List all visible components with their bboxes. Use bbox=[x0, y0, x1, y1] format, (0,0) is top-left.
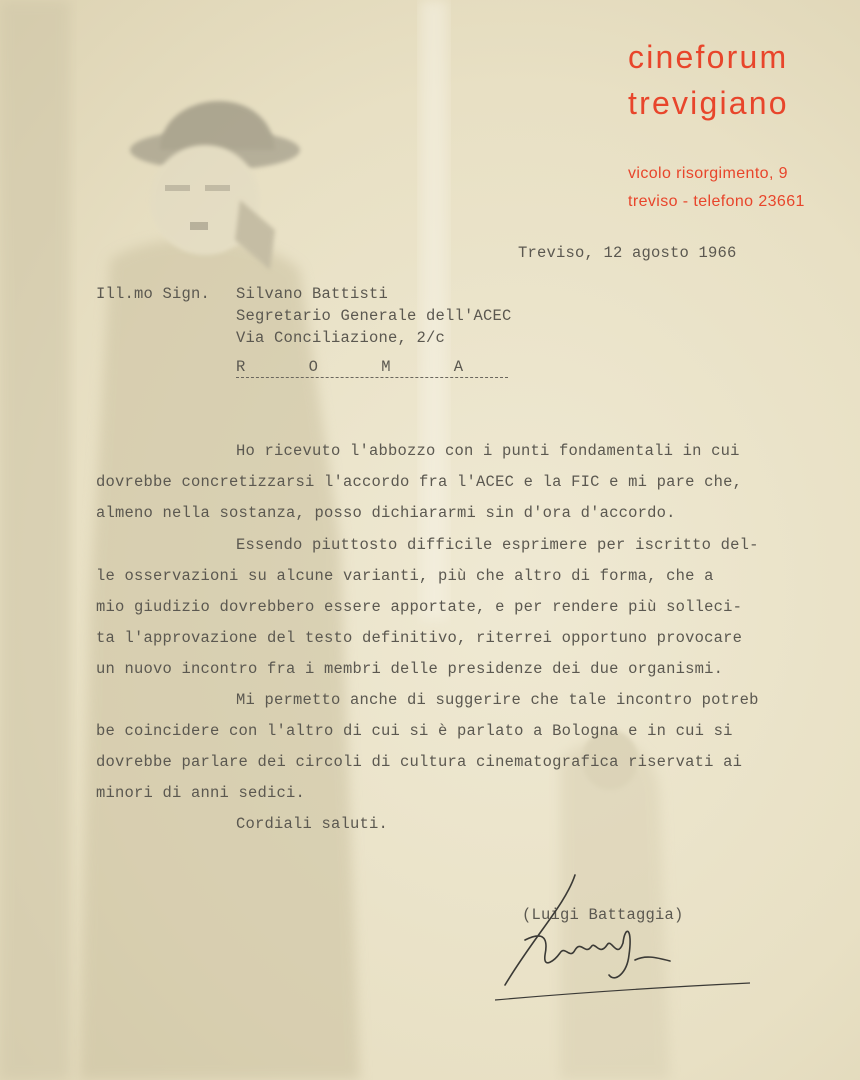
recipient-name: Silvano Battisti bbox=[236, 285, 389, 303]
closing: Cordiali saluti. bbox=[236, 815, 389, 833]
letterhead-name-line2: trevigiano bbox=[628, 85, 789, 121]
recipient-title: Segretario Generale dell'ACEC bbox=[236, 307, 512, 325]
body-line: be coincidere con l'altro di cui si è parlato a Bologna e in cui si bbox=[96, 722, 733, 740]
body-line: dovrebbe concretizzarsi l'accordo fra l'ACEC e la FIC e mi pare che, bbox=[96, 473, 743, 491]
letterhead-address: vicolo risorgimento, 9 bbox=[628, 165, 788, 182]
recipient-street: Via Conciliazione, 2/c bbox=[236, 329, 446, 347]
letterhead-phone: treviso - telefono 23661 bbox=[628, 193, 805, 210]
body-line: le osservazioni su alcune varianti, più che altro di forma, che a bbox=[96, 567, 714, 585]
body-line: minori di anni sedici. bbox=[96, 784, 306, 802]
recipient-salutation: Ill.mo Sign. bbox=[96, 285, 211, 303]
city-underline bbox=[236, 377, 508, 378]
letterhead-logo bbox=[628, 34, 789, 126]
signatory-name: (Luigi Battaggia) bbox=[522, 906, 684, 924]
date-line: Treviso, 12 agosto 1966 bbox=[518, 244, 737, 262]
handwritten-signature bbox=[495, 865, 755, 1015]
letterhead-name-line1: cineforum bbox=[628, 39, 789, 75]
body-line: almeno nella sostanza, posso dichiararmi sin d'ora d'accordo. bbox=[96, 504, 676, 522]
body-line: mio giudizio dovrebbero essere apportate, e per rendere più solleci- bbox=[96, 598, 743, 616]
body-line: Mi permetto anche di suggerire che tale incontro potreb bbox=[236, 691, 759, 709]
recipient-city: R O M A bbox=[236, 358, 491, 376]
body-line: ta l'approvazione del testo definitivo, riterrei opportuno provocare bbox=[96, 629, 743, 647]
body-line: un nuovo incontro fra i membri delle presidenze dei due organismi. bbox=[96, 660, 724, 678]
body-line: Essendo piuttosto difficile esprimere per iscritto del- bbox=[236, 536, 759, 554]
body-line: Ho ricevuto l'abbozzo con i punti fondamentali in cui bbox=[236, 442, 740, 460]
body-line: dovrebbe parlare dei circoli di cultura cinematografica riservati ai bbox=[96, 753, 743, 771]
